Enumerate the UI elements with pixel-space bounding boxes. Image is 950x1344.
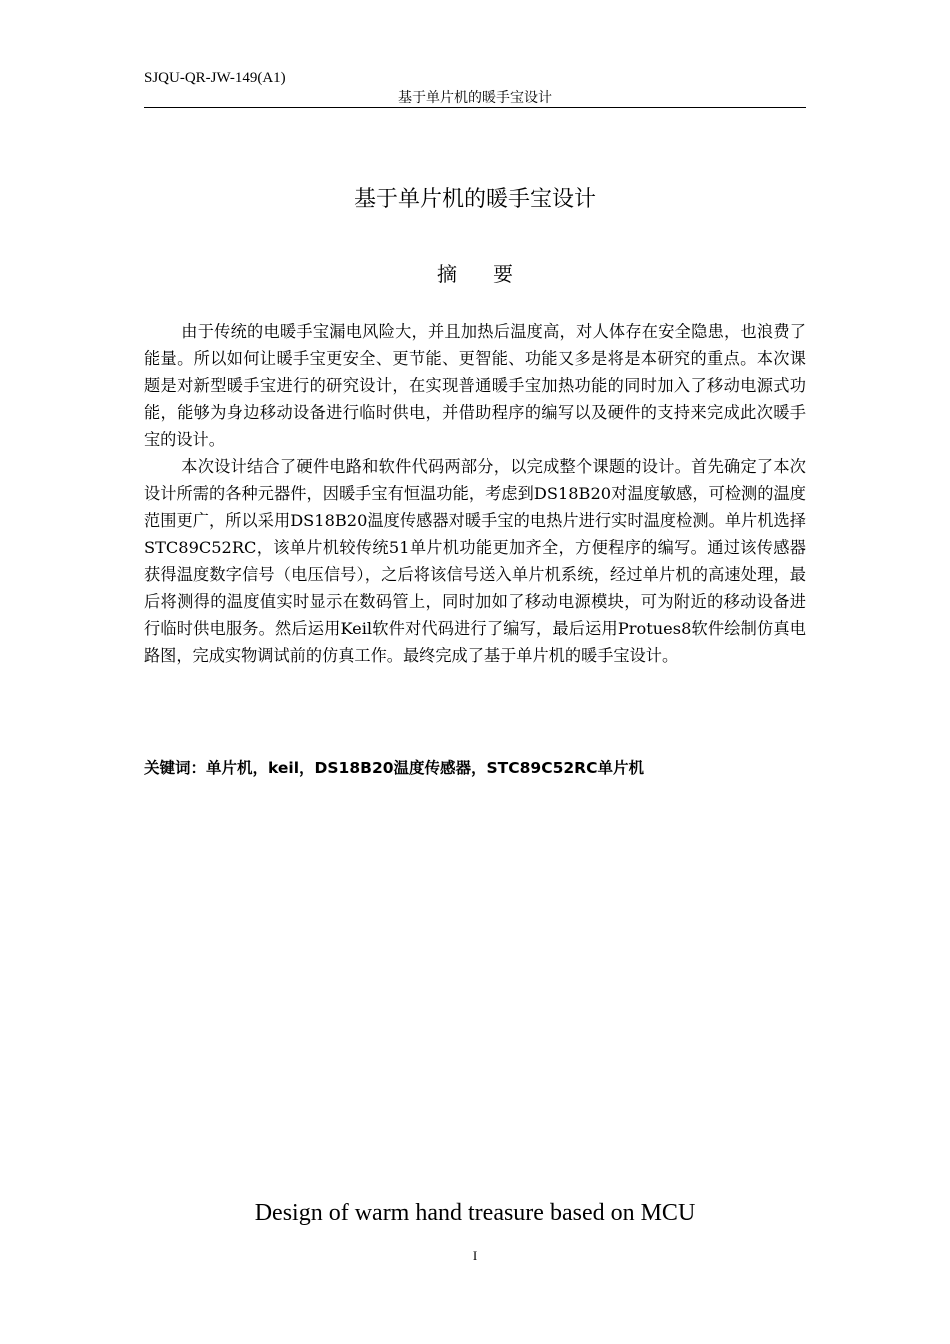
abstract-heading: [144, 259, 806, 289]
abstract-heading-char-2: 要: [493, 262, 513, 286]
running-header-title: 基于单片机的暖手宝设计: [398, 90, 552, 106]
document-code: SJQU-QR-JW-149(A1): [144, 70, 286, 86]
keywords-line: 关键词：单片机，keil，DS18B20温度传感器，STC89C52RC单片机: [144, 759, 644, 777]
abstract-paragraph-1: 由于传统的电暖手宝漏电风险大，并且加热后温度高，对人体存在安全隐患，也浪费了能量。所以如何让暖手宝更安全、更节能、更智能、功能又多是将是本研究的重点。本次课题是对新型暖手宝进行的研究设计，在实现普通暖手宝加热功能的同时加入了移动电源式功能，能够为身边移动设备进行临时供电，并借助程序的编写以及硬件的支持来完成此次暖手宝的设计。: [144, 322, 806, 449]
abstract-heading-char-1: 摘: [437, 262, 457, 286]
english-title: Design of warm hand treasure based on MCU: [254, 1200, 696, 1226]
header-divider: [144, 107, 806, 108]
page-number: I: [472, 1248, 478, 1263]
abstract-paragraph-2: 本次设计结合了硬件电路和软件代码两部分，以完成整个课题的设计。首先确定了本次设计所需的各种元器件，因暖手宝有恒温功能，考虑到DS18B20对温度敏感，可检测的温度范围更广，所以采用DS18B20温度传感器对暖手宝的电热片进行实时温度检测。单片机选择STC89C52RC，该单片机较传统51单片机功能更加齐全，方便程序的编写。通过该传感器获得温度数字信号（电压信号），之后将该信号送入单片机系统，经过单片机的高速处理，最后将测得的温度值实时显示在数码管上，同时加如了移动电源模块，可为附近的移动设备进行临时供电服务。然后运用Keil软件对代码进行了编写，最后运用Protues8软件绘制仿真电路图，完成实物调试前的仿真工作。最终完成了基于单片机的暖手宝设计。: [144, 457, 806, 665]
abstract-body: [144, 318, 806, 669]
page-title: 基于单片机的暖手宝设计: [353, 187, 596, 212]
